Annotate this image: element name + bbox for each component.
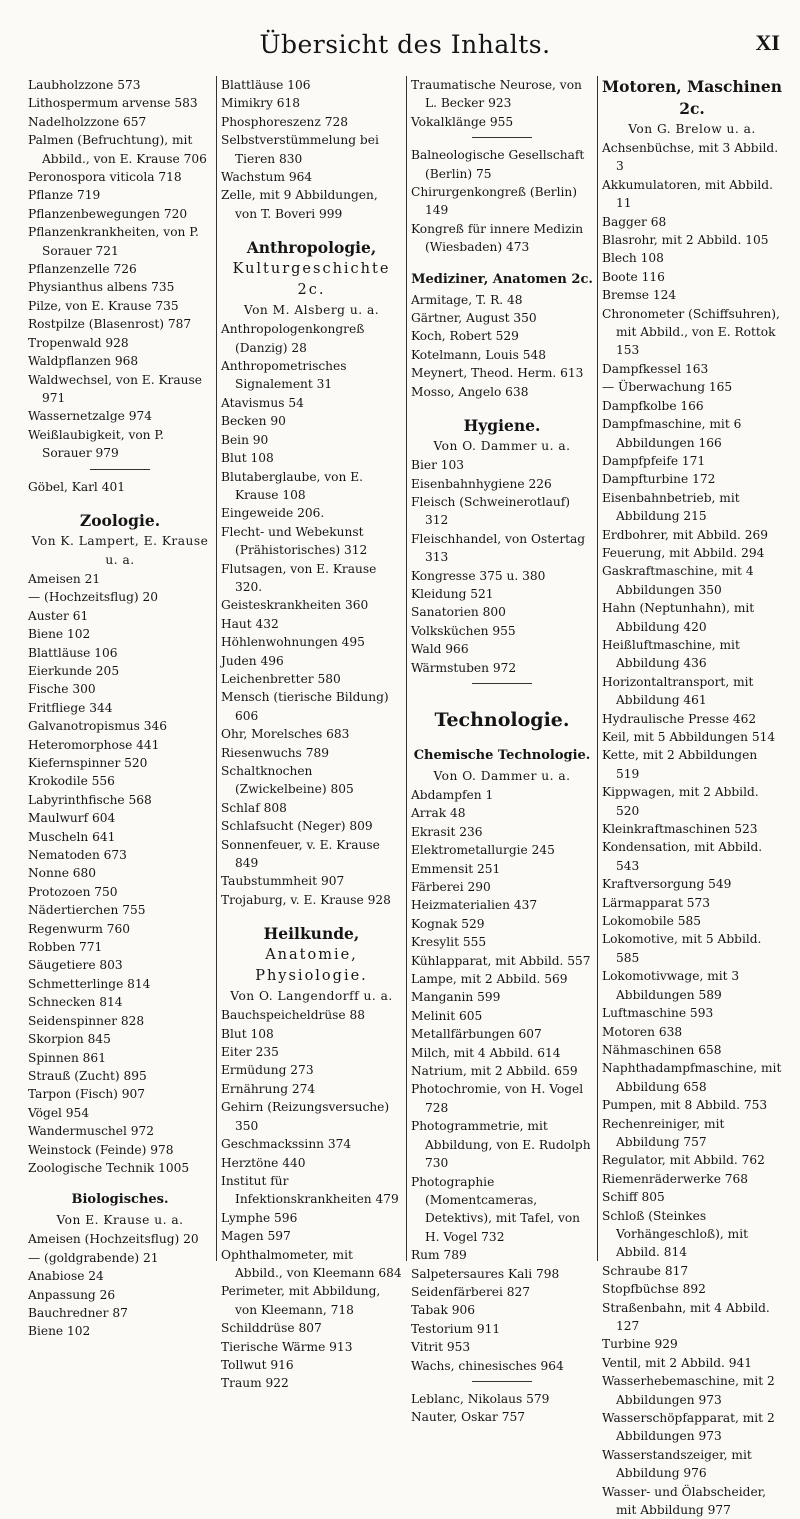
index-column-1: [28, 76, 216, 1339]
index-entry: Protozoen 750: [28, 884, 118, 899]
index-entry: Nauter, Oskar 757: [411, 1410, 525, 1425]
index-entry: Schlaf 808: [221, 800, 287, 815]
index-entry: Bauchredner 87: [28, 1305, 128, 1320]
index-entry: Pflanze 719: [28, 188, 101, 203]
index-entry: Elektrometallurgie 245: [411, 843, 555, 858]
index-entry: Tropenwald 928: [28, 335, 129, 350]
index-entry: Taubstummheit 907: [221, 874, 345, 889]
section-divider: [472, 683, 532, 684]
index-entry: Akkumulatoren, mit Abbild. 11: [602, 177, 773, 211]
index-entry: Kondensation, mit Abbild. 543: [602, 840, 763, 873]
index-entry: Ameisen 21: [28, 571, 101, 586]
index-entry: Lampe, mit 2 Abbild. 569: [411, 972, 568, 987]
index-entry: Vitrit 953: [411, 1340, 471, 1355]
index-entry: Chronometer (Schiffsuhren), mit Abbild., von E. Rottok 153: [602, 306, 780, 358]
index-entry: Ventil, mit 2 Abbild. 941: [602, 1355, 753, 1370]
section-heading: Anthropologie,: [246, 238, 377, 258]
index-entry: Göbel, Karl 401: [28, 479, 125, 494]
section-heading: Heilkunde,: [263, 924, 360, 944]
section-heading: Technologie.: [434, 708, 570, 731]
index-entry: Wasser- und Ölabscheider, mit Abbildung 977: [602, 1484, 767, 1518]
index-entry: Pumpen, mit 8 Abbild. 753: [602, 1098, 768, 1113]
index-entry: Blattläuse 106: [28, 645, 118, 660]
index-entry: Galvanotropismus 346: [28, 719, 168, 734]
index-entry: Waldwechsel, von E. Krause 971: [28, 372, 202, 405]
index-entry: Säugetiere 803: [28, 958, 123, 973]
index-entry: Heizmaterialien 437: [411, 898, 538, 913]
index-entry: Achsenbüchse, mit 3 Abbild. 3: [602, 141, 779, 174]
index-entry: Juden 496: [221, 653, 284, 668]
index-entry: Strauß (Zucht) 895: [28, 1068, 147, 1083]
index-entry: Ermüdung 273: [221, 1063, 314, 1078]
index-entry: Sanatorien 800: [411, 605, 506, 620]
section-subtitle: Anatomie, Physiologie.: [255, 947, 368, 985]
index-entry: Dampfkolbe 166: [602, 398, 704, 413]
index-entry: Kognak 529: [411, 916, 485, 931]
index-entry: Pflanzenbewegungen 720: [28, 206, 188, 221]
index-entry: Leichenbretter 580: [221, 671, 341, 686]
index-entry: Zoologische Technik 1005: [28, 1160, 190, 1175]
index-entry: — (goldgrabende) 21: [28, 1250, 159, 1265]
index-entry: Lokomobile 585: [602, 914, 701, 929]
index-entry: Mosso, Angelo 638: [411, 384, 529, 399]
index-entry: Ekrasit 236: [411, 824, 483, 839]
index-entry: Selbstverstümmelung bei Tieren 830: [221, 133, 379, 166]
index-entry: Laubholzzone 573: [28, 78, 141, 92]
index-entry: Physianthus albens 735: [28, 280, 175, 295]
index-entry: Blech 108: [602, 251, 664, 266]
index-entry: Kühlapparat, mit Abbild. 557: [411, 953, 591, 968]
index-entry: Becken 90: [221, 414, 286, 429]
index-entry: Zelle, mit 9 Abbildungen, von T. Boveri 999: [221, 188, 378, 221]
index-entry: Robben 771: [28, 940, 103, 955]
index-entry: Tollwut 916: [221, 1357, 294, 1372]
index-entry: Institut für Infektionskrankheiten 479: [221, 1173, 399, 1207]
index-entry: Wasserhebemaschine, mit 2 Abbildungen 973: [602, 1374, 775, 1407]
index-entry: Leblanc, Nikolaus 579: [411, 1391, 550, 1406]
index-entry: — (Hochzeitsflug) 20: [28, 590, 159, 605]
index-entry: Fritfliege 344: [28, 700, 113, 715]
index-entry: Dampfkessel 163: [602, 361, 709, 376]
index-entry: Färberei 290: [411, 880, 491, 894]
index-entry: Fische 300: [28, 682, 96, 697]
index-entry: Turbine 929: [602, 1337, 678, 1352]
index-entry: Heißluftmaschine, mit Abbildung 436: [602, 637, 740, 671]
index-entry: Waldpflanzen 968: [28, 354, 139, 369]
index-entry: Photogrammetrie, mit Abbildung, von E. Rudolph 730: [411, 1119, 591, 1171]
index-entry: Schilddrüse 807: [221, 1321, 322, 1336]
index-entry: Naphthadampfmaschine, mit Abbildung 658: [602, 1061, 782, 1094]
section-byline: Von O. Dammer u. a.: [433, 768, 571, 783]
index-entry: Atavismus 54: [221, 395, 304, 410]
index-entry: Traumatische Neurose, von L. Becker 923: [411, 78, 582, 111]
index-entry: Kotelmann, Louis 548: [411, 347, 546, 362]
index-entry: Geschmackssinn 374: [221, 1137, 352, 1152]
index-entry: Milch, mit 4 Abbild. 614: [411, 1045, 561, 1060]
index-entry: Wassernetzalge 974: [28, 409, 152, 424]
section-divider: [90, 469, 150, 470]
index-entry: Bremse 124: [602, 288, 677, 303]
index-entry: Pflanzenzelle 726: [28, 262, 137, 277]
index-entry: Kraftversorgung 549: [602, 877, 732, 892]
index-entry: Kette, mit 2 Abbildungen 519: [602, 748, 758, 781]
index-entry: Labyrinthfische 568: [28, 792, 152, 807]
section-byline: Von M. Alsberg u. a.: [243, 303, 380, 318]
index-entry: Heteromorphose 441: [28, 737, 160, 752]
index-entry: Palmen (Befruchtung), mit Abbild., von E. Krause 706: [28, 133, 207, 166]
section-byline: Von O. Langendorff u. a.: [230, 989, 393, 1004]
index-entry: Bier 103: [411, 458, 465, 473]
index-entry: Ameisen (Hochzeitsflug) 20: [28, 1232, 199, 1247]
index-entry: Wachstum 964: [221, 170, 313, 185]
index-entry: Eiter 235: [221, 1045, 279, 1060]
index-entry: Meynert, Theod. Herm. 613: [411, 366, 584, 381]
index-entry: Tierische Wärme 913: [221, 1339, 353, 1354]
index-entry: Rechenreiniger, mit Abbildung 757: [602, 1116, 725, 1149]
index-entry: Riesenwuchs 789: [221, 745, 329, 760]
index-columns: [28, 76, 786, 1518]
index-entry: Erdbohrer, mit Abbild. 269: [602, 527, 769, 542]
index-entry: Traum 922: [221, 1376, 289, 1391]
index-entry: Natrium, mit 2 Abbild. 659: [411, 1064, 578, 1079]
index-entry: Eingeweide 206.: [221, 506, 325, 521]
index-column-4: [597, 76, 786, 1518]
index-entry: Kongresse 375 u. 380: [411, 568, 546, 583]
index-entry: Eierkunde 205: [28, 663, 120, 678]
index-entry: Auster 61: [28, 608, 89, 623]
index-entry: Trojaburg, v. E. Krause 928: [221, 892, 391, 907]
index-entry: Pflanzenkrankheiten, von P. Sorauer 721: [28, 225, 199, 258]
index-entry: Tabak 906: [411, 1303, 476, 1318]
index-entry: Lokomotive, mit 5 Abbild. 585: [602, 932, 762, 965]
index-entry: Kresylit 555: [411, 935, 487, 950]
index-entry: Feuerung, mit Abbild. 294: [602, 545, 765, 560]
index-entry: Motoren 638: [602, 1024, 683, 1039]
index-entry: Perimeter, mit Abbildung, von Kleemann, 718: [221, 1284, 381, 1317]
index-entry: Armitage, T. R. 48: [411, 292, 523, 307]
section-heading: Zoologie.: [79, 510, 161, 530]
index-entry: Abdampfen 1: [411, 787, 494, 802]
index-column-2: [216, 76, 406, 1391]
index-entry: Chirurgenkongreß (Berlin) 149: [411, 185, 578, 218]
index-entry: Kleinkraftmaschinen 523: [602, 822, 758, 837]
index-entry: Mimikry 618: [221, 96, 301, 111]
index-entry: Regulator, mit Abbild. 762: [602, 1153, 765, 1168]
index-entry: Metallfärbungen 607: [411, 1027, 542, 1042]
index-entry: Nädertierchen 755: [28, 903, 146, 918]
index-entry: Bein 90: [221, 432, 269, 447]
index-entry: Stopfbüchse 892: [602, 1282, 706, 1297]
index-entry: Anpassung 26: [28, 1287, 116, 1302]
index-entry: Gehirn (Reizungsversuche) 350: [221, 1100, 390, 1133]
index-entry: Weißlaubigkeit, von P. Sorauer 979: [28, 427, 164, 461]
page-header: [30, 30, 780, 70]
index-entry: Eisenbahnbetrieb, mit Abbildung 215: [602, 490, 740, 524]
index-entry: Tarpon (Fisch) 907: [28, 1087, 146, 1102]
index-entry: Ernährung 274: [221, 1081, 316, 1096]
index-entry: Nematoden 673: [28, 848, 127, 863]
index-entry: Anthropometrisches Signalement 31: [221, 359, 347, 392]
index-entry: — Überwachung 165: [602, 380, 733, 395]
section-byline: Von E. Krause u. a.: [56, 1213, 184, 1228]
index-entry: Schraube 817: [602, 1263, 689, 1278]
index-entry: Blasrohr, mit 2 Abbild. 105: [602, 233, 769, 248]
index-entry: Riemenräderwerke 768: [602, 1171, 749, 1186]
section-heading: Hygiene.: [463, 416, 541, 436]
index-entry: Anthropologenkongreß (Danzig) 28: [221, 322, 365, 355]
index-entry: Gaskraftmaschine, mit 4 Abbildungen 350: [602, 564, 754, 597]
index-entry: Geisteskrankheiten 360: [221, 598, 369, 613]
index-entry: Blutaberglaube, von E. Krause 108: [221, 469, 364, 502]
index-entry: Schmetterlinge 814: [28, 976, 151, 991]
index-entry: Keil, mit 5 Abbildungen 514: [602, 730, 776, 744]
index-entry: Kongreß für innere Medizin (Wiesbaden) 473: [411, 221, 584, 255]
index-entry: Wasserstandszeiger, mit Abbildung 976: [602, 1447, 752, 1481]
page-title: Übersicht des Inhalts.: [259, 30, 551, 59]
index-entry: Mensch (tierische Bildung) 606: [221, 690, 389, 723]
index-entry: Dampfmaschine, mit 6 Abbildungen 166: [602, 417, 742, 450]
index-entry: Lithospermum arvense 583: [28, 96, 198, 111]
index-entry: Skorpion 845: [28, 1032, 111, 1047]
index-entry: Hahn (Neptunhahn), mit Abbildung 420: [602, 601, 755, 634]
index-entry: Maulwurf 604: [28, 811, 116, 826]
index-entry: Rum 789: [411, 1248, 467, 1263]
index-entry: Wasserschöpfapparat, mit 2 Abbildungen 973: [602, 1411, 775, 1444]
index-entry: Ohr, Morelsches 683: [221, 727, 350, 742]
index-entry: Testorium 911: [411, 1321, 501, 1336]
index-entry: Phosphoreszenz 728: [221, 114, 348, 129]
index-entry: Straßenbahn, mit 4 Abbild. 127: [602, 1300, 770, 1333]
index-entry: Kleidung 521: [411, 586, 494, 601]
index-entry: Nadelholzzone 657: [28, 114, 147, 129]
index-entry: Eisenbahnhygiene 226: [411, 476, 552, 491]
index-entry: Muscheln 641: [28, 829, 116, 844]
index-entry: Spinnen 861: [28, 1050, 106, 1065]
section-byline: Von O. Dammer u. a.: [433, 439, 571, 454]
index-entry: Herztöne 440: [221, 1155, 306, 1170]
index-entry: Dampfpfeife 171: [602, 453, 706, 468]
index-entry: Lymphe 596: [221, 1210, 298, 1225]
index-entry: Hydraulische Presse 462: [602, 711, 757, 726]
index-entry: Schloß (Steinkes Vorhängeschloß), mit Abbild. 814: [602, 1208, 748, 1260]
page-number: XI: [755, 30, 780, 55]
index-entry: Gärtner, August 350: [411, 311, 537, 326]
index-entry: Photographie (Momentcameras, Detektivs), mit Tafel, von H. Vogel 732: [411, 1174, 581, 1244]
index-entry: Krokodile 556: [28, 774, 115, 789]
index-entry: Fleisch (Schweinerotlauf) 312: [411, 494, 570, 528]
index-entry: Balneologische Gesellschaft (Berlin) 75: [411, 148, 585, 181]
index-entry: Schlafsucht (Neger) 809: [221, 819, 373, 834]
index-entry: Nonne 680: [28, 866, 97, 881]
index-entry: Melinit 605: [411, 1008, 483, 1023]
section-subtitle: Kulturgeschichte 2c.: [232, 261, 391, 299]
index-entry: Höhlenwohnungen 495: [221, 635, 365, 650]
index-entry: Flutsagen, von E. Krause 320.: [221, 561, 377, 594]
index-entry: Sonnenfeuer, v. E. Krause 849: [221, 837, 380, 871]
index-entry: Bauchspeicheldrüse 88: [221, 1008, 366, 1023]
index-entry: Horizontaltransport, mit Abbildung 461: [602, 674, 754, 708]
index-entry: Dampfturbine 172: [602, 472, 716, 487]
index-entry: Emmensit 251: [411, 861, 501, 876]
index-entry: Magen 597: [221, 1229, 291, 1244]
index-entry: Seidenspinner 828: [28, 1013, 145, 1028]
index-entry: Regenwurm 760: [28, 921, 131, 936]
index-entry: Blut 108: [221, 1026, 274, 1041]
index-entry: Vokalklänge 955: [411, 114, 514, 129]
subsection-heading: Mediziner, Anatomen 2c.: [411, 271, 593, 287]
index-entry: Luftmaschine 593: [602, 1006, 714, 1021]
index-entry: Biene 102: [28, 1324, 91, 1339]
index-entry: Wärmstuben 972: [411, 660, 517, 675]
index-entry: Nähmaschinen 658: [602, 1042, 722, 1057]
index-entry: Anabiose 24: [28, 1269, 104, 1284]
index-entry: Lokomotivwage, mit 3 Abbildungen 589: [602, 969, 740, 1002]
index-entry: Blut 108: [221, 451, 274, 466]
section-byline: Von G. Brelow u. a.: [628, 122, 756, 136]
index-entry: Wald 966: [411, 642, 469, 657]
index-entry: Manganin 599: [411, 990, 501, 1005]
index-entry: Volksküchen 955: [411, 623, 516, 638]
index-entry: Photochromie, von H. Vogel 728: [411, 1082, 584, 1115]
index-entry: Ophthalmometer, mit Abbild., von Kleemann 684: [221, 1247, 402, 1280]
section-byline: Von K. Lampert, E. Krause u. a.: [31, 533, 209, 567]
index-entry: Salpetersaures Kali 798: [411, 1266, 560, 1281]
section-heading: Motoren, Maschinen 2c.: [602, 77, 783, 118]
index-entry: Arrak 48: [411, 806, 466, 821]
subsection-heading: Chemische Technologie.: [413, 747, 591, 763]
index-entry: Rostpilze (Blasenrost) 787: [28, 317, 192, 332]
section-divider: [472, 1381, 532, 1382]
index-entry: Blattläuse 106: [221, 78, 311, 92]
index-entry: Bagger 68: [602, 214, 667, 229]
index-entry: Haut 432: [221, 616, 279, 631]
index-entry: Seidenfärberei 827: [411, 1284, 531, 1299]
index-entry: Koch, Robert 529: [411, 329, 519, 344]
index-entry: Schiff 805: [602, 1190, 665, 1205]
index-entry: Flecht- und Webekunst (Prähistorisches) 312: [221, 524, 368, 558]
index-entry: Peronospora viticola 718: [28, 170, 182, 185]
index-entry: Boote 116: [602, 269, 665, 284]
index-entry: Weinstock (Feinde) 978: [28, 1142, 174, 1157]
index-entry: Kiefernspinner 520: [28, 756, 148, 770]
index-entry: Pilze, von E. Krause 735: [28, 298, 179, 313]
index-entry: Fleischhandel, von Ostertag 313: [411, 531, 586, 565]
index-entry: Wandermuschel 972: [28, 1124, 155, 1139]
section-divider: [472, 137, 532, 138]
index-entry: Lärmapparat 573: [602, 895, 711, 910]
index-entry: Schnecken 814: [28, 995, 123, 1010]
subsection-heading: Biologisches.: [71, 1192, 169, 1208]
index-column-3: [406, 76, 597, 1425]
index-entry: Kippwagen, mit 2 Abbild. 520: [602, 785, 759, 818]
index-entry: Vögel 954: [28, 1105, 90, 1120]
index-entry: Schaltknochen (Zwickelbeine) 805: [221, 764, 354, 797]
index-entry: Wachs, chinesisches 964: [411, 1358, 564, 1373]
index-entry: Biene 102: [28, 627, 91, 642]
